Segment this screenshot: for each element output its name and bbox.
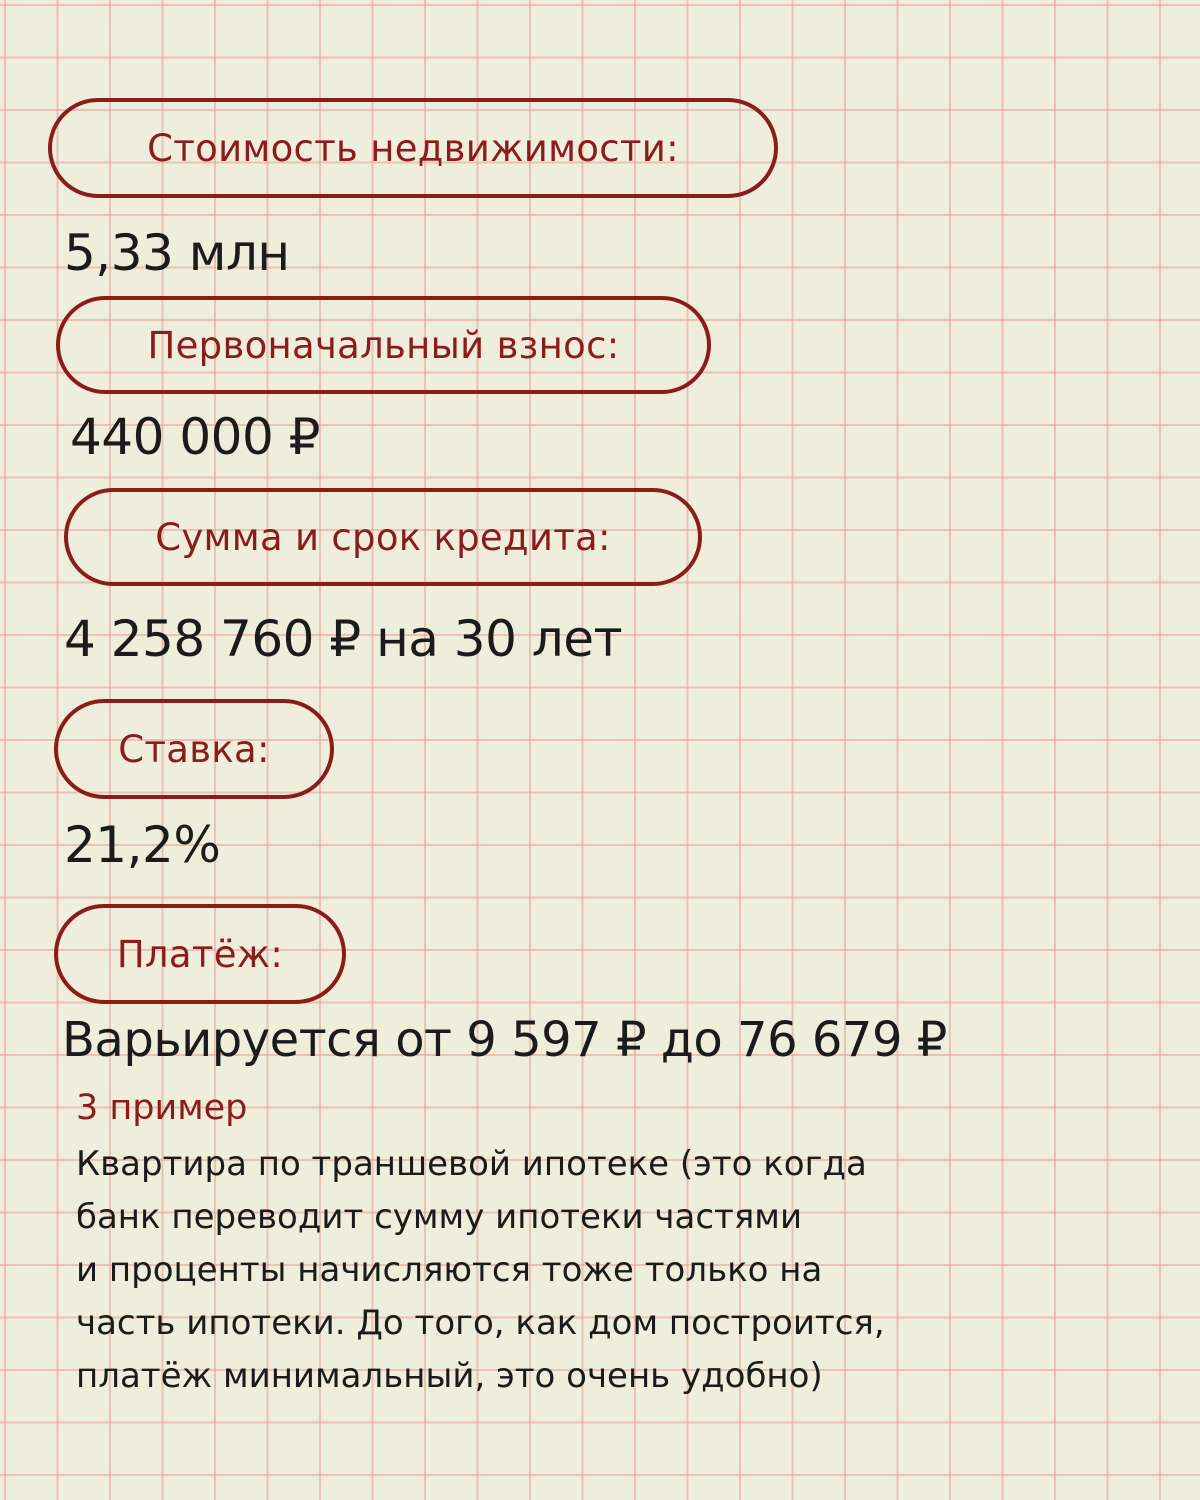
example-line: и проценты начисляются тоже только на <box>76 1250 823 1290</box>
example-description <box>76 1138 1116 1403</box>
example-line: банк переводит сумму ипотеки частями <box>76 1197 803 1237</box>
example-line: часть ипотеки. До того, как дом построится, <box>76 1303 885 1343</box>
down-payment-label: Первоначальный взнос: <box>147 323 620 367</box>
loan-amount-term-label-pill <box>64 488 702 586</box>
loan-amount-term-label: Сумма и срок кредита: <box>155 515 611 559</box>
example-title: 3 пример <box>76 1088 248 1128</box>
loan-amount-term-value: 4 258 760 ₽ на 30 лет <box>64 610 623 668</box>
property-cost-value: 5,33 млн <box>64 224 290 282</box>
rate-value: 21,2% <box>64 816 221 874</box>
property-cost-label-pill <box>48 98 778 198</box>
payment-value: Варьируется от 9 597 ₽ до 76 679 ₽ <box>62 1012 947 1068</box>
payment-label-pill <box>54 904 346 1004</box>
example-line: Квартира по траншевой ипотеке (это когда <box>76 1144 867 1184</box>
rate-label: Ставка: <box>118 727 270 771</box>
example-line: платёж минимальный, это очень удобно) <box>76 1356 823 1396</box>
property-cost-label: Стоимость недвижимости: <box>147 126 679 170</box>
payment-label: Платёж: <box>116 932 284 976</box>
rate-label-pill <box>54 699 334 799</box>
down-payment-value: 440 000 ₽ <box>70 408 320 466</box>
down-payment-label-pill <box>56 296 711 394</box>
